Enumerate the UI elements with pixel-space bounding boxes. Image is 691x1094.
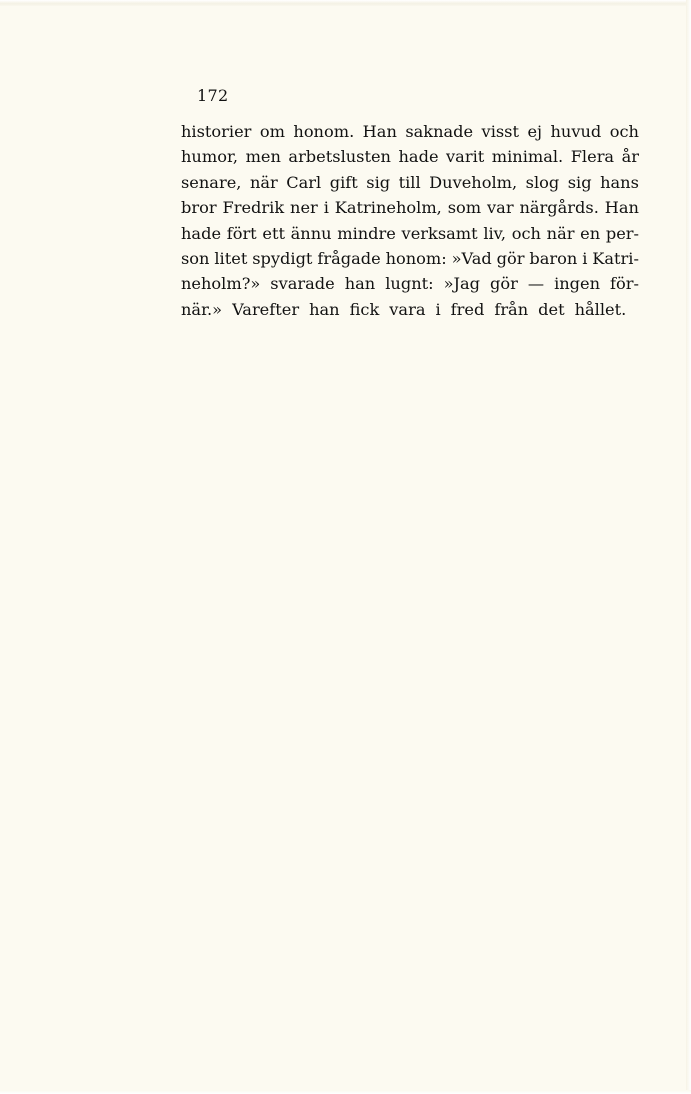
page-number: 172 <box>197 86 229 105</box>
word: Katrineholm, <box>334 198 442 218</box>
text-line <box>181 297 639 322</box>
word: fred <box>450 299 485 319</box>
body-paragraph <box>181 119 639 322</box>
word: i <box>582 248 588 268</box>
word: — <box>527 274 545 294</box>
word: spydigt <box>252 248 313 268</box>
word: år <box>621 147 639 167</box>
text-line <box>181 271 639 296</box>
word: svarade <box>270 274 335 294</box>
word: han <box>344 274 376 294</box>
word: Katri- <box>592 248 639 268</box>
word: historier <box>181 122 252 141</box>
word: Varefter <box>232 299 300 319</box>
word: bror <box>181 198 217 218</box>
word: ännu <box>290 223 332 243</box>
word: sig <box>366 172 391 192</box>
word: och <box>609 122 639 141</box>
text-line <box>181 195 639 220</box>
word: ej <box>527 122 543 141</box>
word: ingen <box>554 274 601 294</box>
word: fick <box>349 299 380 319</box>
word: närgårds. <box>519 198 599 218</box>
word: det <box>538 299 565 319</box>
word: Fredrik <box>222 198 285 218</box>
word: Han <box>604 198 639 218</box>
word: om <box>259 122 285 141</box>
word: mindre <box>337 223 396 243</box>
word: litet <box>214 248 248 268</box>
word: Han <box>362 122 397 141</box>
word: i <box>435 299 441 319</box>
word: humor, <box>181 147 239 167</box>
text-line <box>181 144 639 169</box>
word: son <box>181 248 210 268</box>
word: per- <box>605 223 639 243</box>
word: arbetslusten <box>288 147 391 167</box>
word: varit <box>446 147 485 167</box>
word: ner <box>290 198 318 218</box>
word: lugnt: <box>385 274 434 294</box>
word: »Jag <box>443 274 481 294</box>
word: till <box>398 172 421 192</box>
page-bottom-edge <box>0 1090 691 1094</box>
word: gör <box>496 248 525 268</box>
word: huvud <box>550 122 602 141</box>
text-line <box>181 246 639 271</box>
word: hade <box>181 223 222 243</box>
word: ett <box>262 223 285 243</box>
word: som <box>447 198 482 218</box>
word: hade <box>398 147 439 167</box>
word: Flera <box>570 147 615 167</box>
word: men <box>245 147 281 167</box>
page-top-edge <box>0 0 691 6</box>
word: var <box>487 198 514 218</box>
word: honom: <box>385 248 447 268</box>
word: frågade <box>317 248 381 268</box>
word: slog <box>525 172 560 192</box>
text-line <box>181 170 639 195</box>
word: »Vad <box>451 248 492 268</box>
word: baron <box>529 248 578 268</box>
word: en <box>580 223 601 243</box>
word: när <box>546 223 575 243</box>
word: hållet. <box>574 299 627 319</box>
word: neholm?» <box>181 274 261 294</box>
text-line <box>181 119 639 144</box>
word: saknade <box>405 122 474 141</box>
word: i <box>323 198 329 218</box>
word: när <box>249 172 278 192</box>
word: honom. <box>293 122 355 141</box>
word: han <box>309 299 340 319</box>
word: verksamt <box>401 223 478 243</box>
word: minimal. <box>491 147 564 167</box>
word: fört <box>226 223 257 243</box>
word: från <box>494 299 529 319</box>
word: sig <box>567 172 592 192</box>
word: gift <box>329 172 358 192</box>
word: vara <box>389 299 426 319</box>
word: när.» <box>181 299 223 319</box>
word: gör <box>490 274 518 294</box>
word: för- <box>610 274 639 294</box>
page-right-edge <box>686 0 691 1094</box>
word: senare, <box>181 172 242 192</box>
word: visst <box>481 122 519 141</box>
word: och <box>511 223 541 243</box>
word: hans <box>600 172 639 192</box>
word: Duveholm, <box>429 172 518 192</box>
word: Carl <box>286 172 322 192</box>
text-line <box>181 221 639 246</box>
word: liv, <box>483 223 507 243</box>
